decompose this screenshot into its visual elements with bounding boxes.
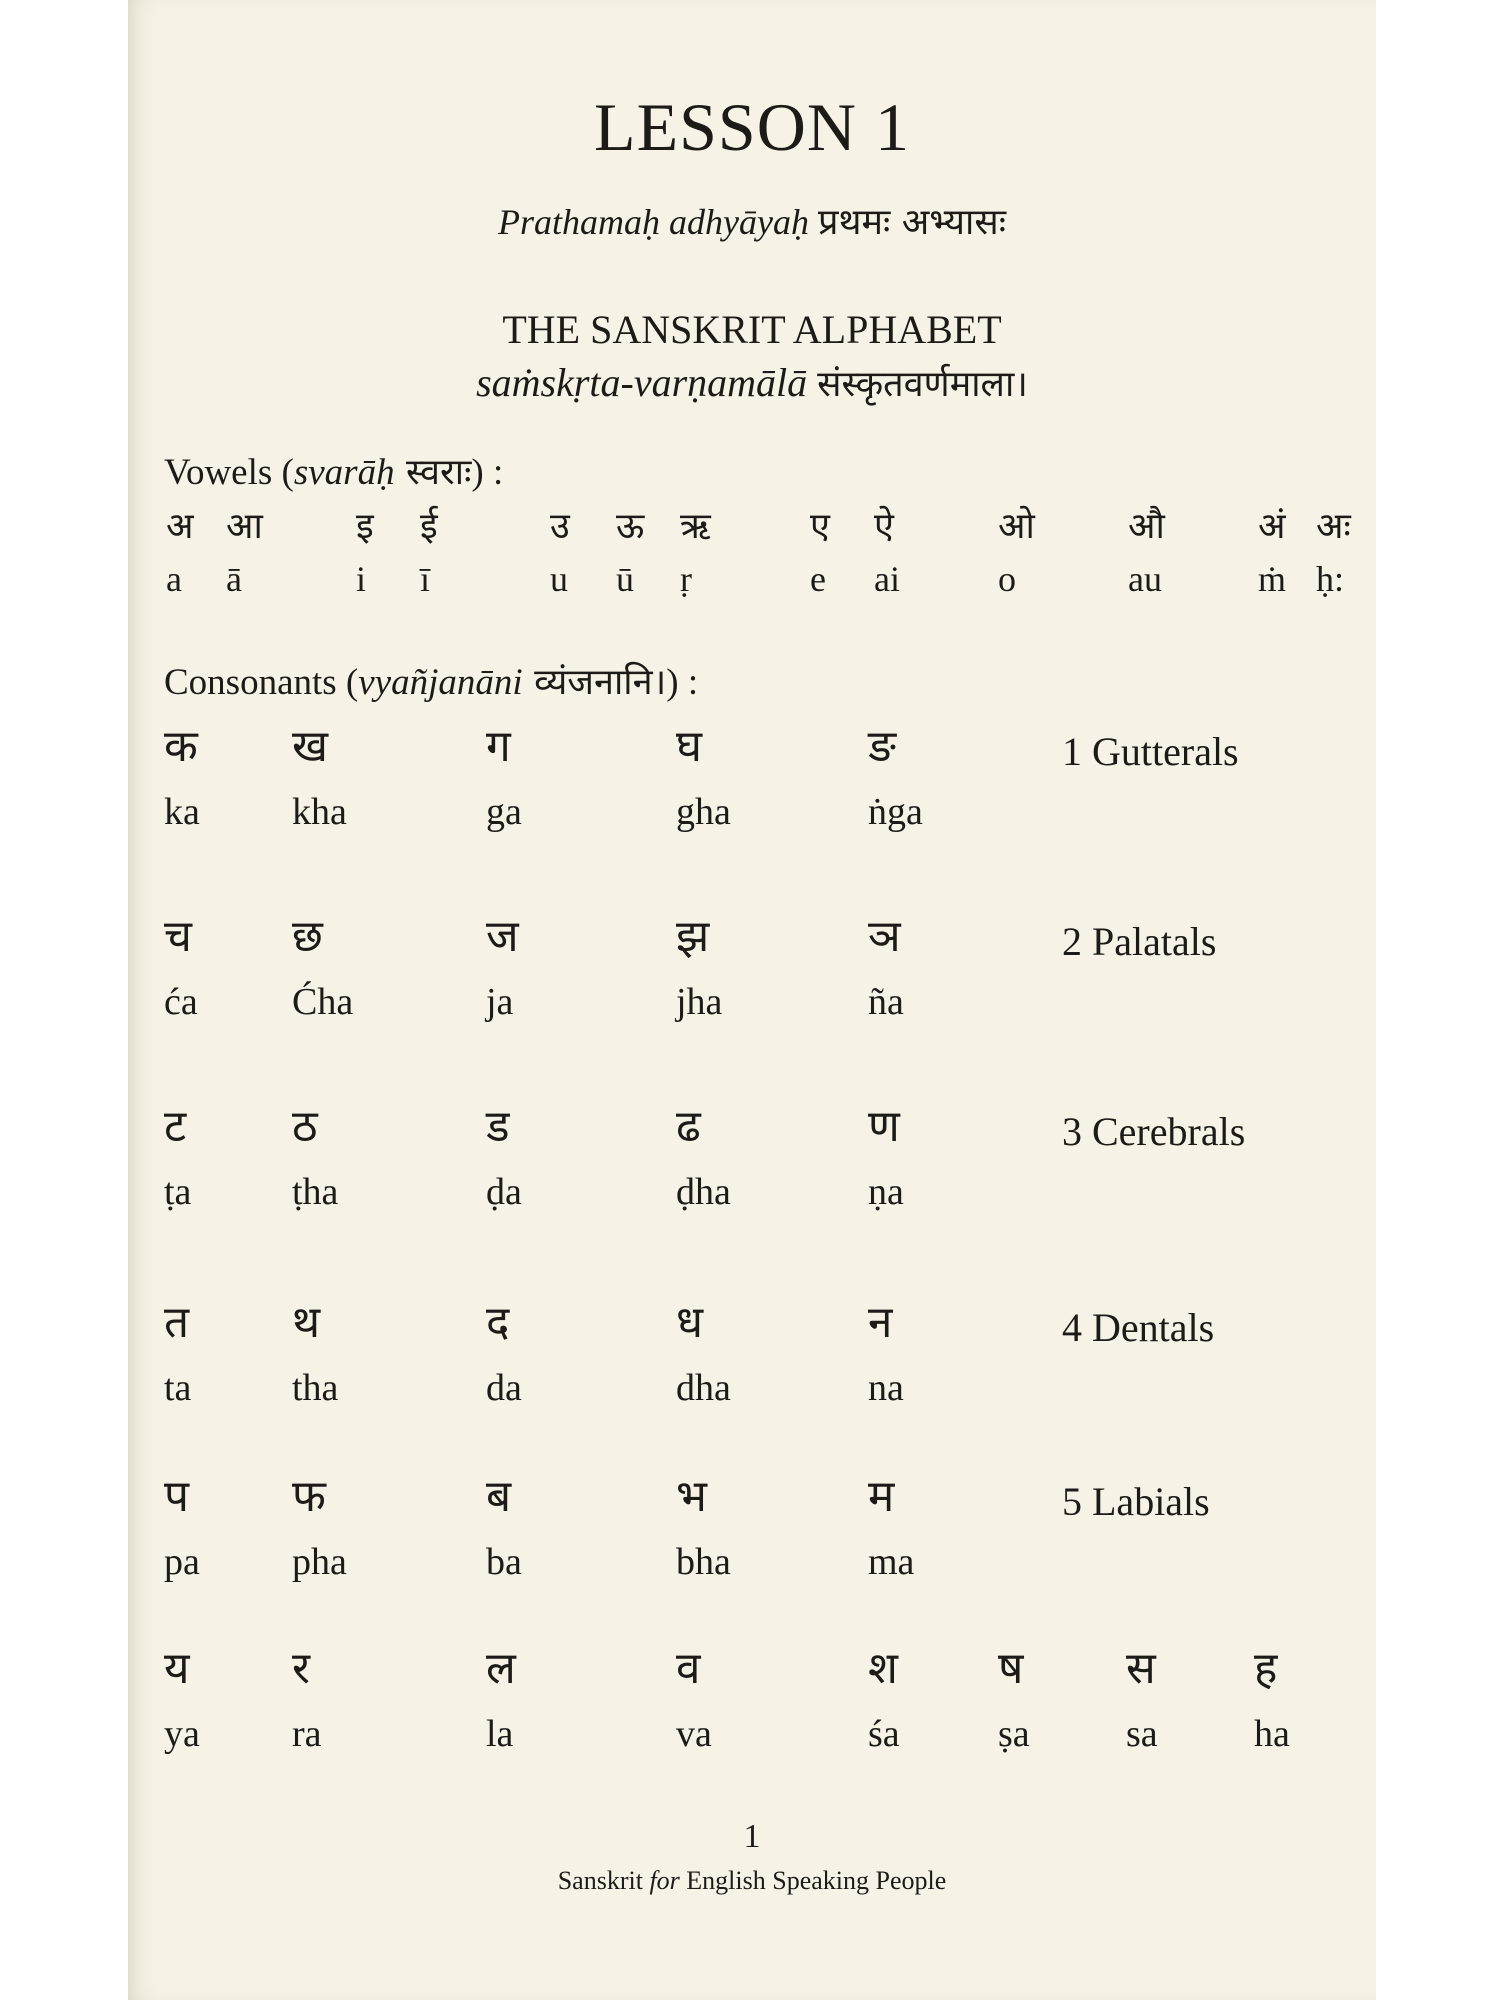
consonant-roman: dha (676, 1367, 731, 1409)
consonant-devanagari: ब (486, 1471, 512, 1522)
consonant-group-label: 2 Palatals (1062, 919, 1217, 964)
consonant-roman: la (486, 1713, 514, 1755)
vowels-heading-close: ) : (471, 452, 504, 493)
section-subtitle-roman: saṁskṛta-varṇamālā (476, 360, 808, 405)
page-number: 1 (743, 1818, 761, 1855)
consonant-devanagari: भ (676, 1471, 707, 1522)
vowel-roman: ai (874, 559, 900, 599)
consonant-devanagari: त (164, 1297, 190, 1348)
consonant-devanagari: च (164, 911, 192, 962)
consonant-roman: va (676, 1713, 712, 1755)
consonant-devanagari: ढ (676, 1101, 701, 1152)
footer-italic: for (649, 1866, 680, 1895)
vowel-devanagari: ए (810, 506, 830, 547)
consonant-roman: ṅga (868, 791, 923, 833)
consonant-devanagari: ग (486, 721, 511, 772)
section-title: THE SANSKRIT ALPHABET (502, 307, 1002, 352)
consonant-roman: ta (164, 1367, 192, 1409)
consonant-roman: ga (486, 791, 522, 833)
consonant-devanagari: श (868, 1643, 898, 1694)
lesson-title: LESSON 1 (594, 89, 910, 165)
consonant-devanagari: क (164, 721, 198, 772)
vowel-devanagari: ओ (998, 506, 1035, 547)
vowel-devanagari: इ (356, 506, 374, 547)
consonant-devanagari: ङ (868, 721, 897, 772)
consonant-roman: ṭa (164, 1171, 192, 1213)
vowel-roman: ḥ: (1316, 559, 1345, 599)
vowel-devanagari: अः (1316, 506, 1351, 547)
consonants-heading-italic: vyañjanāni (358, 662, 523, 703)
consonant-roman: tha (292, 1367, 339, 1409)
lesson-subtitle-devanagari: प्रथमः अभ्यासः (817, 202, 1006, 243)
consonant-devanagari: य (164, 1643, 190, 1694)
consonant-roman: ṣa (998, 1713, 1030, 1755)
section-subtitle (128, 358, 1376, 407)
vowel-roman: ī (420, 559, 431, 599)
consonant-group-label: 1 Gutterals (1062, 729, 1239, 774)
book-footer (128, 1866, 1376, 1896)
consonant-devanagari: फ (292, 1471, 326, 1522)
section-subtitle-devanagari: संस्कृतवर्णमाला। (817, 364, 1028, 405)
vowel-devanagari: ऐ (874, 506, 894, 547)
consonant-devanagari: न (868, 1297, 893, 1348)
vowel-roman: ṁ (1258, 559, 1287, 599)
consonant-devanagari: ड (486, 1101, 510, 1152)
consonant-roman: ṇa (868, 1171, 904, 1213)
vowel-devanagari: ऊ (616, 506, 645, 547)
vowel-devanagari: आ (226, 506, 263, 547)
vowel-devanagari: ऋ (680, 506, 711, 547)
consonant-devanagari: ज (486, 911, 519, 962)
consonant-roman: ba (486, 1541, 522, 1583)
consonant-devanagari: ह (1254, 1643, 1278, 1694)
vowel-roman: ā (226, 559, 242, 599)
consonant-roman: jha (676, 981, 723, 1023)
vowel-devanagari: उ (550, 506, 570, 547)
lesson-subtitle (128, 196, 1376, 245)
consonant-roman: ma (868, 1541, 915, 1583)
consonant-devanagari: झ (676, 911, 710, 962)
vowel-roman: a (166, 559, 182, 599)
consonant-roman: ha (1254, 1713, 1290, 1755)
vowel-roman: e (810, 559, 826, 599)
vowels-heading-devanagari: स्वराः (394, 452, 472, 493)
consonant-roman: ka (164, 791, 200, 833)
consonant-roman: gha (676, 791, 731, 833)
footer-text: Sanskrit (557, 1866, 650, 1895)
consonant-devanagari: ल (486, 1643, 516, 1694)
consonant-roman: ja (486, 981, 514, 1023)
vowels-heading (164, 446, 503, 495)
vowel-devanagari: ई (420, 506, 438, 547)
consonant-roman: ña (868, 981, 904, 1023)
consonant-roman: da (486, 1367, 522, 1409)
consonant-roman: sa (1126, 1713, 1158, 1755)
consonant-roman: bha (676, 1541, 731, 1583)
consonant-devanagari: ञ (868, 911, 901, 962)
vowel-roman: i (356, 559, 367, 599)
consonant-roman: śa (868, 1713, 900, 1755)
consonant-roman: ra (292, 1713, 322, 1755)
consonant-devanagari: प (164, 1471, 189, 1522)
consonant-group-label: 3 Cerebrals (1062, 1109, 1246, 1154)
consonant-roman: kha (292, 791, 347, 833)
consonants-heading-text: Consonants ( (164, 662, 359, 703)
vowel-devanagari: अं (1258, 506, 1286, 547)
lesson-subtitle-roman: Prathamaḥ adhyāyaḥ (498, 202, 809, 242)
consonant-devanagari: ष (998, 1643, 1024, 1694)
consonant-roman: ḍa (486, 1171, 522, 1213)
footer-text-end: English Speaking People (679, 1866, 947, 1895)
consonant-devanagari: थ (292, 1297, 321, 1348)
consonant-devanagari: ध (676, 1297, 704, 1348)
consonant-devanagari: ण (868, 1101, 900, 1152)
consonant-devanagari: ख (292, 721, 328, 772)
vowel-roman: ū (616, 559, 634, 599)
vowel-roman: o (998, 559, 1016, 599)
vowel-devanagari: अ (166, 506, 194, 547)
consonant-roman: ća (164, 981, 198, 1023)
consonant-devanagari: र (292, 1643, 310, 1694)
consonant-devanagari: ठ (292, 1101, 318, 1152)
consonants-heading (164, 656, 698, 705)
book-page (128, 0, 1376, 2000)
consonant-devanagari: छ (292, 911, 323, 962)
consonant-devanagari: व (676, 1643, 701, 1694)
vowels-heading-italic: svarāḥ (293, 452, 395, 493)
consonant-devanagari: द (486, 1297, 510, 1348)
consonants-heading-close: ) : (666, 662, 699, 703)
consonants-heading-devanagari: व्यंजनानि। (522, 662, 667, 703)
consonant-devanagari: घ (676, 721, 703, 772)
vowels-heading-text: Vowels ( (164, 452, 294, 493)
consonant-roman: pa (164, 1541, 200, 1583)
vowel-roman: au (1128, 559, 1162, 599)
consonant-roman: na (868, 1367, 904, 1409)
vowel-roman: u (550, 559, 568, 599)
consonant-roman: pha (292, 1541, 347, 1583)
consonant-roman: ya (164, 1713, 200, 1755)
consonant-group-label: 4 Dentals (1062, 1305, 1215, 1350)
consonant-group-label: 5 Labials (1062, 1479, 1210, 1524)
vowel-roman: ṛ (680, 559, 692, 599)
consonant-roman: Ćha (292, 981, 354, 1023)
consonant-roman: ṭha (292, 1171, 339, 1213)
consonant-devanagari: स (1126, 1643, 1156, 1694)
vowel-devanagari: औ (1128, 506, 1165, 547)
consonant-devanagari: म (868, 1471, 895, 1522)
consonant-devanagari: ट (164, 1101, 187, 1152)
consonant-roman: ḍha (676, 1171, 731, 1213)
